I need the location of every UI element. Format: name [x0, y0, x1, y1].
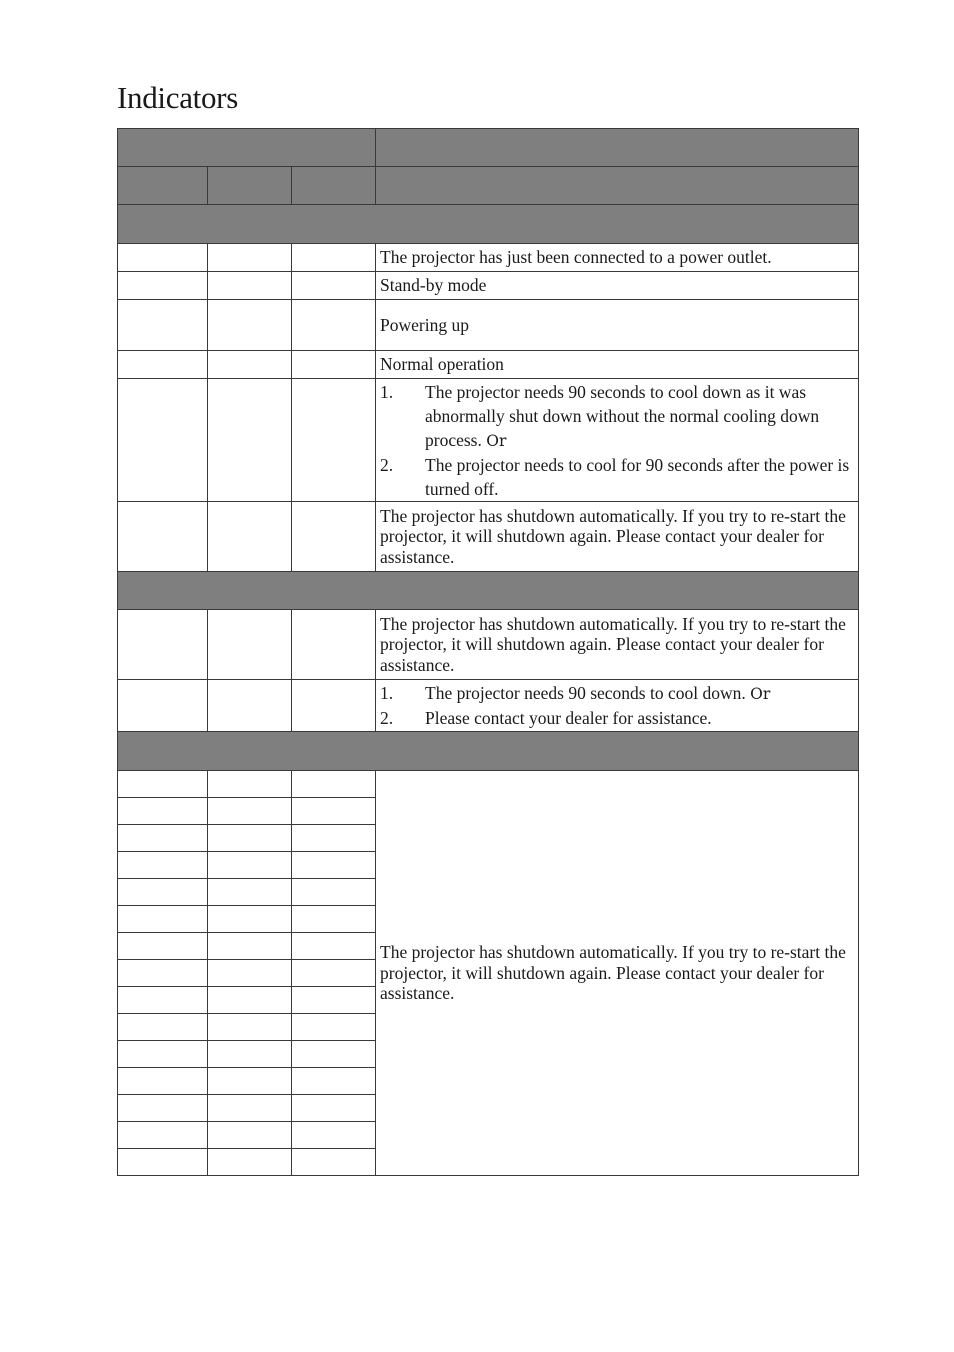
description-cell	[376, 680, 859, 732]
table-cell	[292, 798, 376, 825]
or-label: Or	[486, 431, 507, 450]
table-cell	[118, 906, 208, 933]
table-cell	[292, 300, 376, 351]
table-row	[118, 351, 859, 379]
description-cell: Powering up	[376, 300, 859, 351]
table-cell	[118, 502, 208, 572]
section-header-row	[118, 732, 859, 771]
table-cell	[208, 244, 292, 272]
table-cell	[208, 1014, 292, 1041]
table-cell	[118, 825, 208, 852]
table-cell	[292, 1041, 376, 1068]
table-cell	[118, 1095, 208, 1122]
table-cell	[292, 272, 376, 300]
table-cell	[118, 1068, 208, 1095]
table-cell	[118, 798, 208, 825]
table-cell	[118, 879, 208, 906]
table-row	[118, 300, 859, 351]
table-cell	[292, 1068, 376, 1095]
table-cell	[292, 244, 376, 272]
description-cell: Stand-by mode	[376, 272, 859, 300]
table-cell	[208, 680, 292, 732]
table-cell	[118, 351, 208, 379]
table-cell	[118, 1149, 208, 1176]
table-cell	[292, 987, 376, 1014]
table-cell	[292, 771, 376, 798]
table-cell	[118, 1122, 208, 1149]
table-cell	[208, 1095, 292, 1122]
table-cell	[118, 852, 208, 879]
table-cell	[208, 1149, 292, 1176]
list-item-number: 1.	[380, 683, 394, 703]
table-cell	[208, 960, 292, 987]
table-cell	[292, 351, 376, 379]
table-cell	[292, 1014, 376, 1041]
cool-down-steps-list	[380, 681, 854, 730]
table-cell	[118, 1014, 208, 1041]
table-cell	[208, 379, 292, 502]
description-cell: The projector has shutdown automatically. If you try to re-start the projector, it will shutdown again. Please contact your dealer for assistance.	[376, 610, 859, 680]
list-item	[380, 453, 854, 501]
header-cell	[292, 167, 376, 205]
table-cell	[208, 771, 292, 798]
header-cell	[118, 167, 208, 205]
table-row	[118, 244, 859, 272]
description-cell: Normal operation	[376, 351, 859, 379]
table-cell	[118, 272, 208, 300]
header-cell	[376, 167, 859, 205]
table-subheader-row	[118, 167, 859, 205]
table-cell	[118, 244, 208, 272]
description-cell: The projector has shutdown automatically. If you try to re-start the projector, it will shutdown again. Please contact your dealer for assistance.	[376, 502, 859, 572]
or-label: Or	[750, 685, 771, 703]
table-cell	[118, 987, 208, 1014]
table-cell	[118, 680, 208, 732]
description-cell	[376, 379, 859, 502]
table-cell	[292, 610, 376, 680]
table-cell	[118, 379, 208, 502]
table-cell	[208, 272, 292, 300]
table-cell	[208, 879, 292, 906]
table-cell	[208, 1122, 292, 1149]
description-cell: The projector has just been connected to a power outlet.	[376, 244, 859, 272]
table-header-row	[118, 129, 859, 167]
section-header-cell	[118, 732, 859, 771]
table-cell	[208, 933, 292, 960]
table-cell	[118, 610, 208, 680]
table-cell	[208, 1068, 292, 1095]
indicators-table	[117, 128, 859, 1176]
table-cell	[208, 610, 292, 680]
section-header-row	[118, 205, 859, 244]
table-cell	[292, 825, 376, 852]
list-item-number: 1.	[380, 381, 394, 402]
table-cell	[208, 825, 292, 852]
table-cell	[292, 879, 376, 906]
table-cell	[292, 379, 376, 502]
table-cell	[208, 987, 292, 1014]
table-row	[118, 502, 859, 572]
description-cell: The projector has shutdown automatically. If you try to re-start the projector, it will shutdown again. Please contact your dealer for assistance.	[376, 771, 859, 1176]
table-cell	[292, 1149, 376, 1176]
table-cell	[118, 771, 208, 798]
table-cell	[208, 798, 292, 825]
list-item	[380, 380, 854, 453]
table-cell	[292, 906, 376, 933]
list-item	[380, 681, 854, 706]
list-item	[380, 706, 854, 730]
table-cell	[208, 300, 292, 351]
table-cell	[208, 351, 292, 379]
list-item-text: Please contact your dealer for assistance.	[425, 708, 712, 728]
header-cell	[208, 167, 292, 205]
table-row	[118, 272, 859, 300]
table-cell	[292, 933, 376, 960]
table-row	[118, 379, 859, 502]
table-cell	[208, 1041, 292, 1068]
list-item-text: The projector needs to cool for 90 seconds after the power is turned off.	[425, 454, 850, 499]
header-cell	[376, 129, 859, 167]
table-row	[118, 771, 859, 798]
list-item-number: 2.	[380, 708, 394, 728]
table-cell	[292, 852, 376, 879]
section-header-row	[118, 572, 859, 610]
section-header-cell	[118, 205, 859, 244]
table-cell	[292, 960, 376, 987]
table-cell	[292, 1095, 376, 1122]
table-cell	[208, 906, 292, 933]
table-cell	[292, 502, 376, 572]
shutdown-rows-group	[118, 771, 859, 1176]
table-cell	[208, 502, 292, 572]
table-cell	[118, 300, 208, 351]
table-cell	[118, 1041, 208, 1068]
table-cell	[292, 1122, 376, 1149]
list-item-text: The projector needs 90 seconds to cool down.	[425, 683, 746, 703]
table-cell	[118, 960, 208, 987]
list-item-text: The projector needs 90 seconds to cool down as it was abnormally shut down without the normal cooling down process.	[425, 381, 820, 450]
section-header-cell	[118, 572, 859, 610]
table-row	[118, 680, 859, 732]
table-cell	[118, 933, 208, 960]
table-row	[118, 610, 859, 680]
list-item-number: 2.	[380, 454, 394, 475]
cooling-steps-list	[380, 380, 854, 501]
page-title: Indicators	[117, 80, 238, 115]
table-cell	[292, 680, 376, 732]
table-cell	[208, 852, 292, 879]
header-cell	[118, 129, 376, 167]
